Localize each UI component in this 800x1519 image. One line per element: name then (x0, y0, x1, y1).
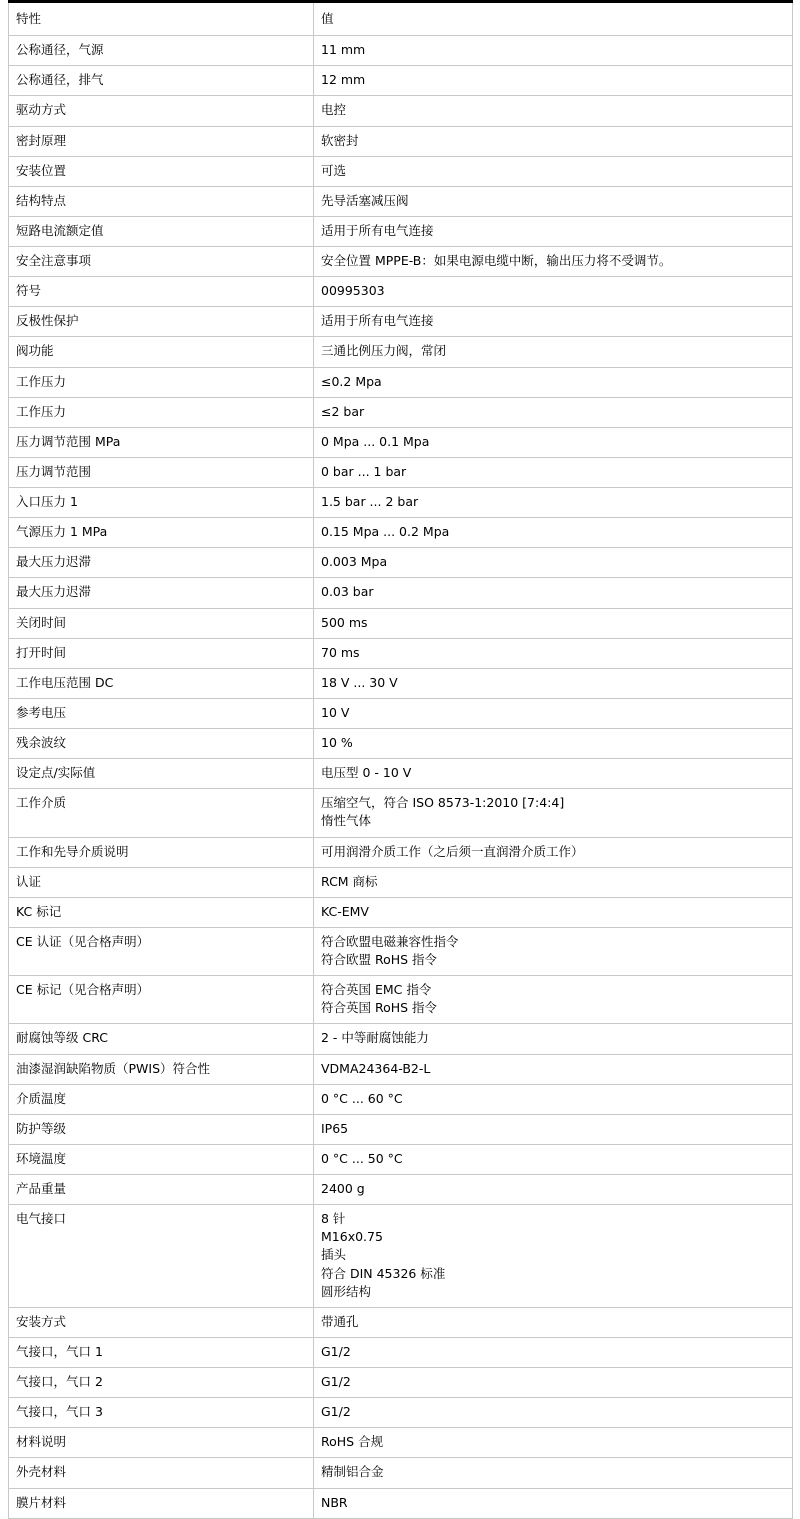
table-row (9, 216, 793, 246)
row-value (314, 216, 793, 246)
table-row (9, 1337, 793, 1367)
table-header-row (9, 2, 793, 36)
table-row (9, 1307, 793, 1337)
row-value-line: IP65 (321, 1120, 349, 1136)
row-value (314, 759, 793, 789)
row-value-line: 符合 DIN 45326 标准 (321, 1265, 446, 1281)
table-row (9, 518, 793, 548)
row-value-line: 电控 (321, 102, 347, 118)
row-value (314, 1205, 793, 1308)
row-value (314, 1488, 793, 1518)
row-label: 工作压力 (9, 367, 314, 397)
row-label: 工作电压范围 DC (9, 668, 314, 698)
row-value-line: 符合欧盟电磁兼容性指令 (321, 933, 459, 949)
table-row (9, 729, 793, 759)
row-value (314, 307, 793, 337)
row-value (314, 36, 793, 66)
row-value (314, 548, 793, 578)
row-label: 外壳材料 (9, 1458, 314, 1488)
row-value-line: 500 ms (321, 614, 368, 630)
table-row (9, 156, 793, 186)
row-value-line: 0 °C ... 50 °C (321, 1150, 403, 1166)
row-value-line: 符合英国 RoHS 指令 (321, 1000, 438, 1016)
table-row (9, 608, 793, 638)
row-value-line: 10 V (321, 704, 350, 720)
row-value (314, 1114, 793, 1144)
row-label: 结构特点 (9, 186, 314, 216)
row-value-line: 可选 (321, 162, 347, 178)
table-row (9, 427, 793, 457)
row-label: 密封原理 (9, 126, 314, 156)
row-value-line: 可用润滑介质工作（之后须一直润滑介质工作） (321, 843, 584, 859)
table-row (9, 897, 793, 927)
row-value (314, 897, 793, 927)
row-value (314, 1428, 793, 1458)
row-value (314, 1024, 793, 1054)
row-value-line: 2 - 中等耐腐蚀能力 (321, 1030, 429, 1046)
row-label: 工作介质 (9, 789, 314, 837)
row-value-line: KC-EMV (321, 903, 369, 919)
row-value-line: ≤0.2 Mpa (321, 373, 382, 389)
table-row (9, 837, 793, 867)
table-row (9, 367, 793, 397)
table-row (9, 867, 793, 897)
column-header-value: 值 (314, 2, 793, 36)
table-row (9, 1398, 793, 1428)
row-label: 最大压力迟滞 (9, 578, 314, 608)
row-value-line: 软密封 (321, 132, 359, 148)
row-label: CE 认证（见合格声明） (9, 927, 314, 975)
row-value (314, 277, 793, 307)
row-value (314, 427, 793, 457)
row-label: 符号 (9, 277, 314, 307)
row-value-line: M16x0.75 (321, 1229, 383, 1245)
row-label: 认证 (9, 867, 314, 897)
row-value-line: 精制铝合金 (321, 1464, 384, 1480)
table-row (9, 976, 793, 1024)
row-label: 气接口，气口 1 (9, 1337, 314, 1367)
row-label: 气接口，气口 2 (9, 1368, 314, 1398)
table-row (9, 186, 793, 216)
row-label: 设定点/实际值 (9, 759, 314, 789)
row-value (314, 1175, 793, 1205)
row-label: 气源压力 1 MPa (9, 518, 314, 548)
row-label: 最大压力迟滞 (9, 548, 314, 578)
row-value-line: G1/2 (321, 1404, 351, 1420)
row-value-line: 插头 (321, 1247, 347, 1263)
row-label: 短路电流额定值 (9, 216, 314, 246)
row-value-line: 2400 g (321, 1181, 365, 1196)
table-row (9, 578, 793, 608)
row-value-line: 00995303 (321, 283, 385, 299)
row-value (314, 397, 793, 427)
table-row (9, 789, 793, 837)
table-row (9, 1084, 793, 1114)
row-value-line: 0.003 Mpa (321, 554, 388, 570)
row-value-line: 0 °C ... 60 °C (321, 1090, 403, 1106)
row-value-line: 圆形结构 (321, 1283, 372, 1299)
table-row (9, 397, 793, 427)
row-value-line: 0 bar ... 1 bar (321, 463, 407, 479)
row-value (314, 1458, 793, 1488)
row-label: 环境温度 (9, 1144, 314, 1174)
row-value (314, 1084, 793, 1114)
specifications-table (8, 0, 793, 1519)
table-row (9, 1488, 793, 1518)
row-value (314, 1144, 793, 1174)
row-label: 打开时间 (9, 638, 314, 668)
table-body (9, 36, 793, 1519)
table-row (9, 307, 793, 337)
table-row (9, 1054, 793, 1084)
row-value-line: 先导活塞减压阀 (321, 192, 409, 208)
row-value-line: 0.15 Mpa ... 0.2 Mpa (321, 524, 450, 540)
table-row (9, 247, 793, 277)
row-value-line: 12 mm (321, 72, 366, 88)
row-value-line: VDMA24364-B2-L (321, 1060, 431, 1076)
row-label: 驱动方式 (9, 96, 314, 126)
row-label: 工作压力 (9, 397, 314, 427)
row-label: 公称通径，排气 (9, 66, 314, 96)
row-value-line: 10 % (321, 735, 353, 750)
row-value-line: 0.03 bar (321, 584, 374, 600)
row-value-line: 适用于所有电气连接 (321, 222, 434, 238)
row-label: 公称通径，气源 (9, 36, 314, 66)
row-label: 压力调节范围 MPa (9, 427, 314, 457)
row-label: KC 标记 (9, 897, 314, 927)
row-value (314, 96, 793, 126)
row-value (314, 578, 793, 608)
row-value (314, 367, 793, 397)
row-value-line: 压缩空气，符合 ISO 8573-1:2010 [7:4:4] (321, 795, 565, 811)
row-value-line: 安全位置 MPPE-B：如果电源电缆中断，输出压力将不受调节。 (321, 253, 672, 268)
table-row (9, 1024, 793, 1054)
row-value (314, 638, 793, 668)
row-label: 残余波纹 (9, 729, 314, 759)
row-value-line: 1.5 bar ... 2 bar (321, 494, 419, 509)
table-row (9, 1368, 793, 1398)
row-value (314, 1307, 793, 1337)
table-row (9, 1144, 793, 1174)
row-value-line: 70 ms (321, 644, 360, 660)
row-value (314, 66, 793, 96)
table-row (9, 488, 793, 518)
row-value (314, 1398, 793, 1428)
row-value (314, 156, 793, 186)
table-row (9, 66, 793, 96)
row-label: 参考电压 (9, 698, 314, 728)
row-label: 耐腐蚀等级 CRC (9, 1024, 314, 1054)
row-value-line: 惰性气体 (321, 813, 372, 829)
row-value-line: G1/2 (321, 1343, 351, 1359)
row-value-line: 三通比例压力阀，常闭 (321, 343, 447, 359)
table-row (9, 668, 793, 698)
row-value-line: NBR (321, 1494, 348, 1510)
row-value-line: 0 Mpa ... 0.1 Mpa (321, 433, 430, 449)
row-label: 介质温度 (9, 1084, 314, 1114)
row-value (314, 867, 793, 897)
table-row (9, 638, 793, 668)
table-row (9, 698, 793, 728)
row-value-line: RCM 商标 (321, 873, 378, 889)
table-row (9, 36, 793, 66)
row-value (314, 668, 793, 698)
row-label: 产品重量 (9, 1175, 314, 1205)
row-label: 电气接口 (9, 1205, 314, 1308)
row-label: 安装位置 (9, 156, 314, 186)
table-row (9, 548, 793, 578)
row-value (314, 247, 793, 277)
row-value (314, 789, 793, 837)
row-label: CE 标记（见合格声明） (9, 976, 314, 1024)
row-label: 安装方式 (9, 1307, 314, 1337)
row-label: 防护等级 (9, 1114, 314, 1144)
row-label: 反极性保护 (9, 307, 314, 337)
row-value-line: 带通孔 (321, 1313, 359, 1329)
row-value-line: 18 V ... 30 V (321, 674, 398, 690)
table-row (9, 96, 793, 126)
row-value (314, 186, 793, 216)
row-label: 压力调节范围 (9, 457, 314, 487)
row-value-line: RoHS 合规 (321, 1434, 384, 1450)
row-value (314, 927, 793, 975)
row-value-line: ≤2 bar (321, 403, 365, 419)
table-row (9, 337, 793, 367)
table-row (9, 126, 793, 156)
row-value (314, 1337, 793, 1367)
table-row (9, 1114, 793, 1144)
row-label: 油漆湿润缺陷物质（PWIS）符合性 (9, 1054, 314, 1084)
table-row (9, 1458, 793, 1488)
row-label: 气接口，气口 3 (9, 1398, 314, 1428)
row-value (314, 837, 793, 867)
table-header (9, 2, 793, 36)
table-row (9, 1428, 793, 1458)
row-label: 阀功能 (9, 337, 314, 367)
table-row (9, 1205, 793, 1308)
row-value-line: 8 针 (321, 1211, 346, 1227)
row-label: 工作和先导介质说明 (9, 837, 314, 867)
row-label: 材料说明 (9, 1428, 314, 1458)
table-row (9, 927, 793, 975)
row-label: 关闭时间 (9, 608, 314, 638)
row-value (314, 337, 793, 367)
row-label: 膜片材料 (9, 1488, 314, 1518)
row-value-line: 11 mm (321, 42, 366, 58)
table-row (9, 457, 793, 487)
row-label: 入口压力 1 (9, 488, 314, 518)
row-value-line: 符合英国 EMC 指令 (321, 982, 432, 998)
table-row (9, 759, 793, 789)
column-header-characteristic: 特性 (9, 2, 314, 36)
row-value-line: G1/2 (321, 1374, 351, 1389)
row-value (314, 976, 793, 1024)
row-value (314, 126, 793, 156)
table-row (9, 277, 793, 307)
row-value-line: 符合欧盟 RoHS 指令 (321, 952, 438, 967)
row-value (314, 698, 793, 728)
row-value (314, 1368, 793, 1398)
row-value-line: 电压型 0 - 10 V (321, 765, 412, 781)
row-value (314, 488, 793, 518)
row-value-line: 适用于所有电气连接 (321, 313, 434, 329)
row-value (314, 518, 793, 548)
row-value (314, 1054, 793, 1084)
row-value (314, 457, 793, 487)
row-label: 安全注意事项 (9, 247, 314, 277)
table-row (9, 1175, 793, 1205)
row-value (314, 729, 793, 759)
row-value (314, 608, 793, 638)
